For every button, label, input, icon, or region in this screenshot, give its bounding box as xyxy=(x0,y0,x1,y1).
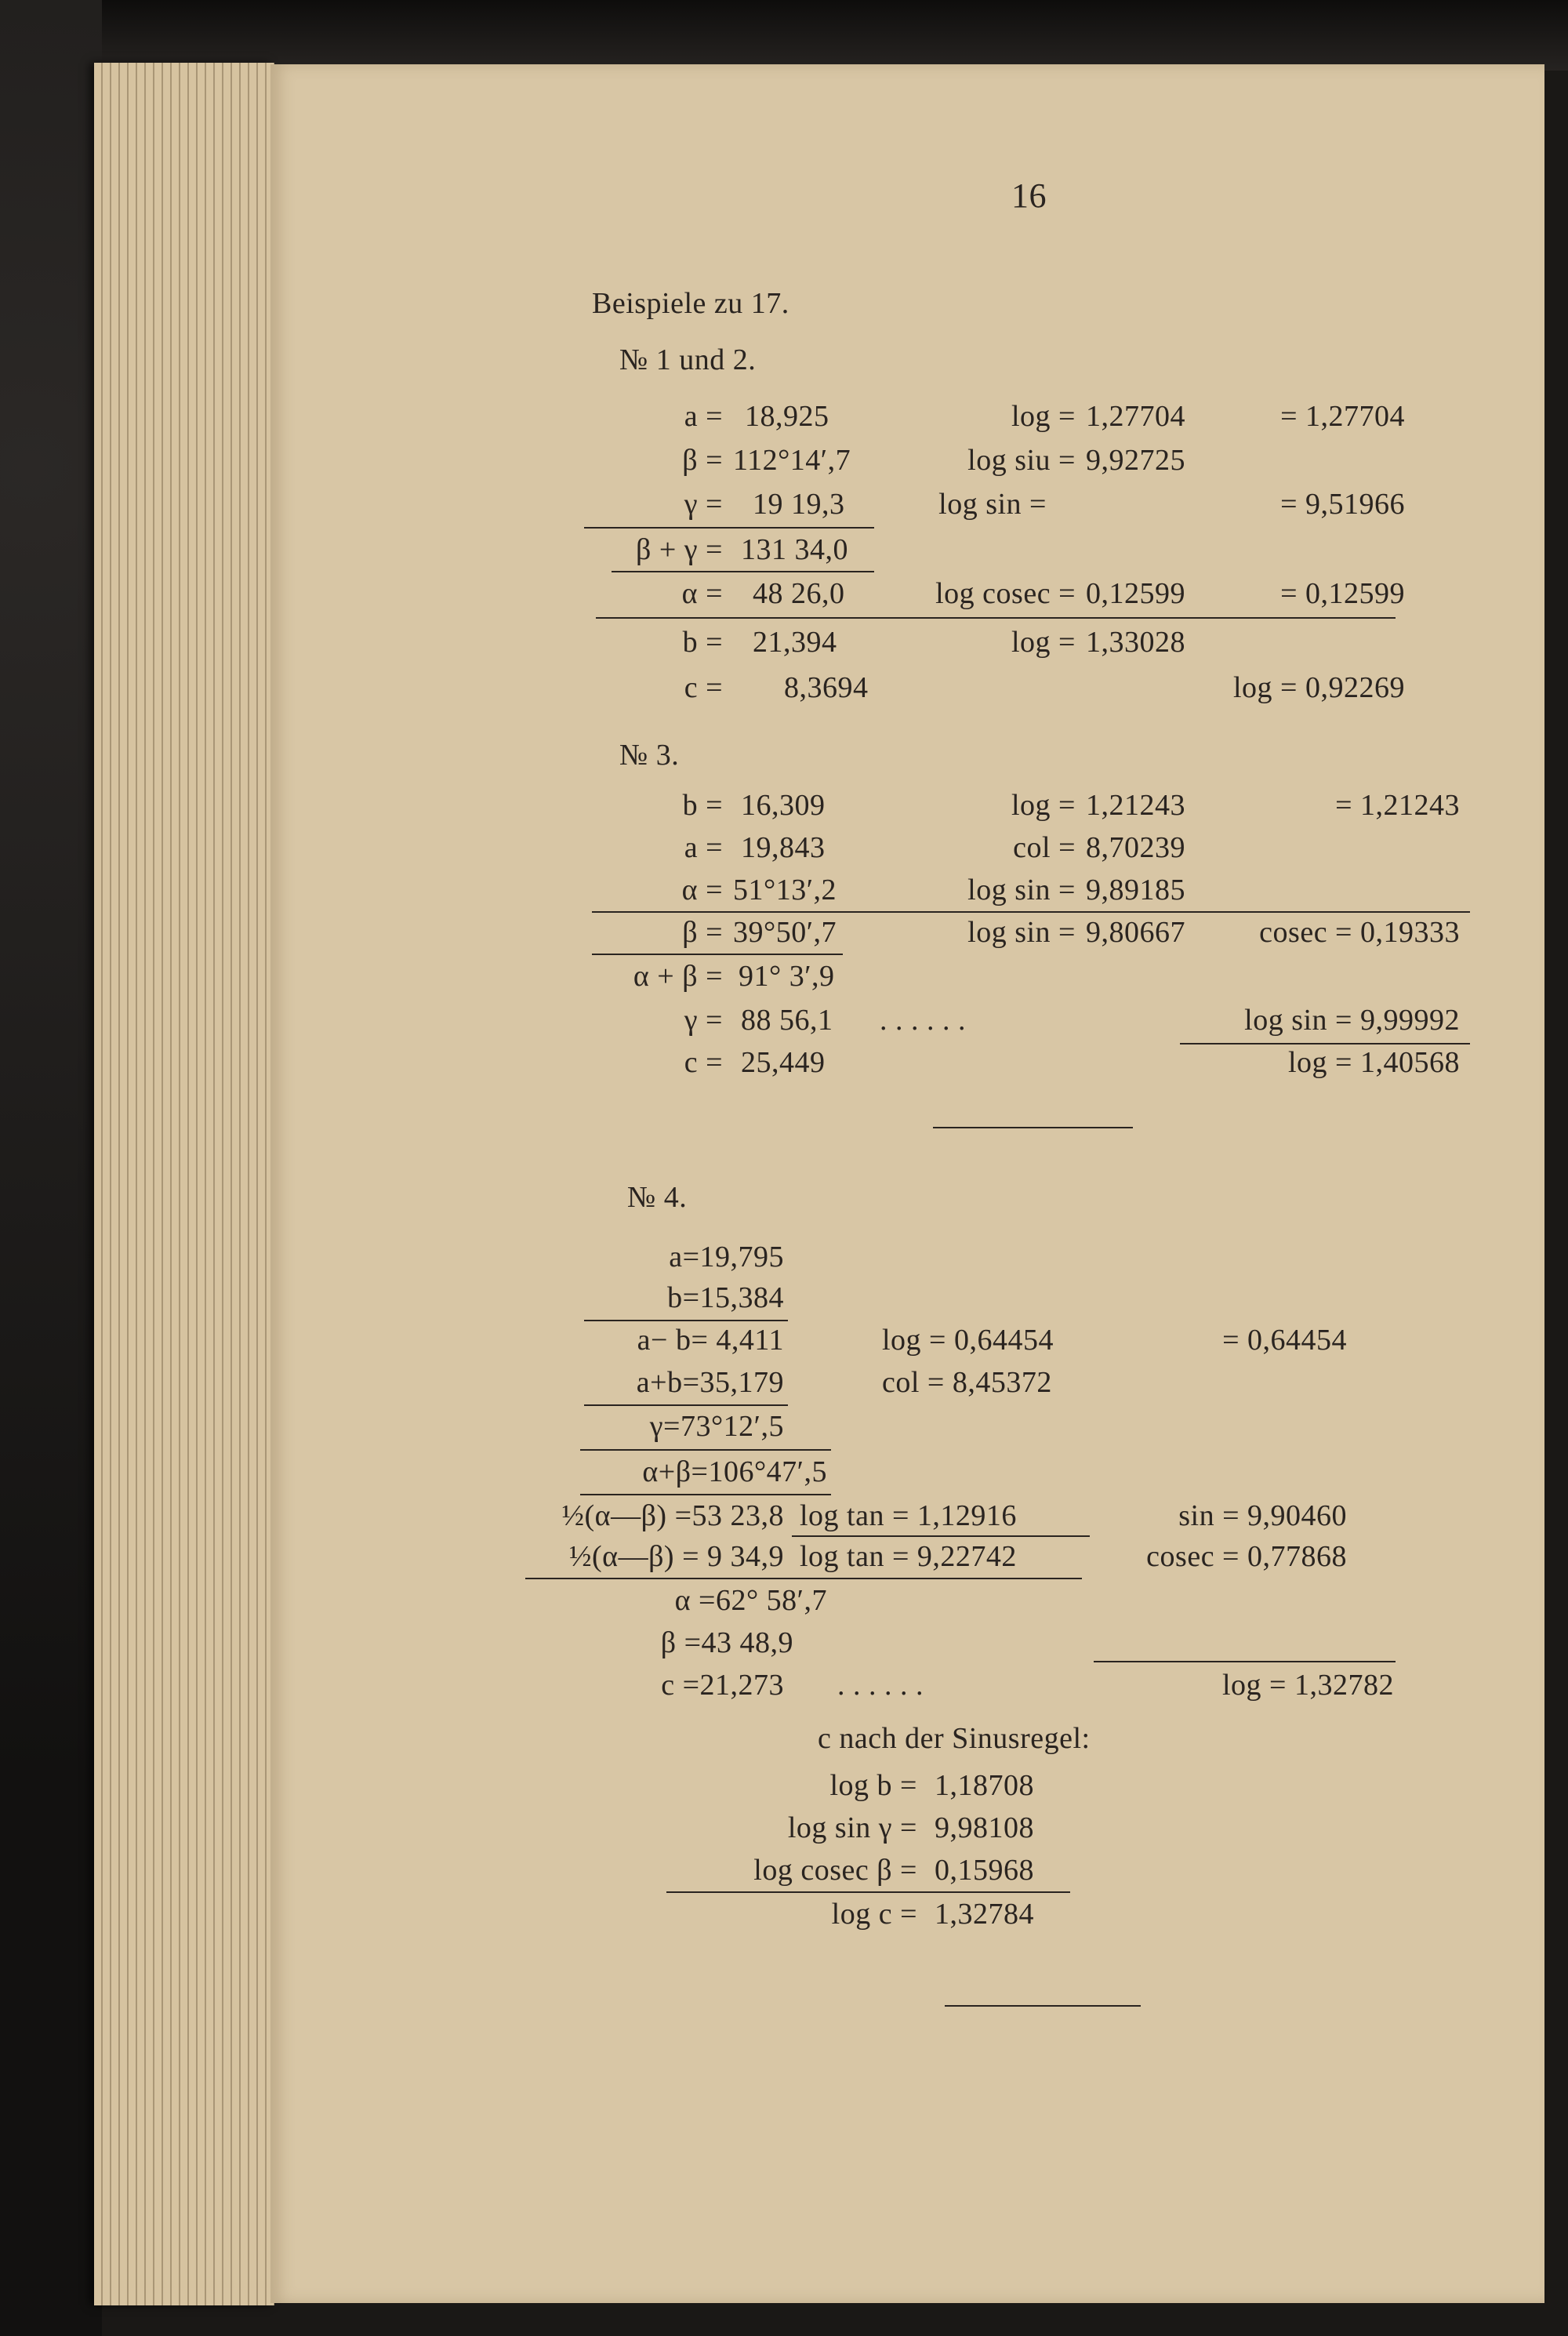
ex12-row7-lhs: c = xyxy=(684,671,723,704)
ex3-row3-value: 51°13′,2 xyxy=(733,874,837,906)
page-number: 16 xyxy=(1011,176,1047,215)
ex3-rule-1 xyxy=(592,911,1470,913)
ex3-row7-lhs: c = xyxy=(684,1046,723,1079)
ex4-rule-1 xyxy=(584,1320,788,1321)
ex4-row8-lhs: ½(α—β) = 9 34,9 xyxy=(569,1540,784,1573)
ex4-row4-lhs: a+b=35,179 xyxy=(636,1366,784,1399)
ex4-row3-result: = 0,64454 xyxy=(1222,1324,1347,1357)
sine-rule-row4-label: log c = xyxy=(831,1898,917,1931)
ex12-row2-lhs: β = xyxy=(682,444,723,477)
ex3-row7-result: log = 1,40568 xyxy=(1288,1046,1460,1079)
ex12-rule-3 xyxy=(596,617,1396,619)
ex4-row7-lhs: ½(α—β) =53 23,8 xyxy=(561,1499,784,1532)
ex12-row6-log-label: log = xyxy=(1011,626,1076,659)
ex12-rule-1 xyxy=(584,527,874,529)
sine-rule-row3-label: log cosec β = xyxy=(753,1854,917,1887)
ex3-row3-lhs: α = xyxy=(681,874,723,906)
sine-rule-row2-value: 9,98108 xyxy=(935,1811,1034,1844)
ex12-row1-lhs: a = xyxy=(684,400,723,433)
ex12-row4-value: 131 34,0 xyxy=(741,533,848,566)
ex12-row5-result: = 0,12599 xyxy=(1280,577,1405,610)
ex3-row1-result: = 1,21243 xyxy=(1335,789,1460,822)
ex4-rule-7 xyxy=(1094,1661,1396,1662)
ex3-rule-3 xyxy=(1180,1043,1470,1044)
section-divider-1 xyxy=(933,1127,1133,1128)
ex12-row5-log-label: log cosec = xyxy=(935,577,1076,610)
ex4-row5: γ=73°12′,5 xyxy=(649,1410,784,1443)
ex12-row3-value: 19 19,3 xyxy=(753,488,845,521)
sine-rule-row1-label: log b = xyxy=(829,1769,917,1802)
ex4-row11-dots: . . . . . . xyxy=(837,1669,924,1702)
ex3-row4-lhs: β = xyxy=(682,916,723,949)
ex12-row3-lhs: γ = xyxy=(684,488,723,521)
scan-background-left xyxy=(0,0,102,2336)
ex3-row6-result: log sin = 9,99992 xyxy=(1244,1004,1460,1037)
ex12-row2-log-value: 9,92725 xyxy=(1086,444,1185,477)
ex12-row6-lhs: b = xyxy=(682,626,723,659)
ex4-rule-3 xyxy=(580,1449,831,1451)
ex3-row7-value: 25,449 xyxy=(741,1046,826,1079)
ex3-row3-log-label: log sin = xyxy=(967,874,1076,906)
ex4-row1: a=19,795 xyxy=(669,1241,784,1273)
sine-rule-row2-label: log sin γ = xyxy=(787,1811,917,1844)
sine-rule-row3-value: 0,15968 xyxy=(935,1854,1034,1887)
ex4-row3-lhs: a− b= 4,411 xyxy=(637,1324,784,1357)
ex4-row8-result: cosec = 0,77868 xyxy=(1146,1540,1347,1573)
ex3-row2-lhs: a = xyxy=(684,831,723,864)
example-4-label: № 4. xyxy=(627,1181,688,1214)
sine-rule-sum-rule xyxy=(666,1891,1070,1893)
ex3-row6-lhs: γ = xyxy=(684,1004,723,1037)
ex3-row2-log-value: 8,70239 xyxy=(1086,831,1185,864)
section-divider-2 xyxy=(945,2005,1141,2007)
ex3-row5-value: 91° 3′,9 xyxy=(739,960,835,993)
ex12-row5-log-value: 0,12599 xyxy=(1086,577,1185,610)
ex3-row1-log-label: log = xyxy=(1011,789,1076,822)
sine-rule-row4-value: 1,32784 xyxy=(935,1898,1034,1931)
ex4-row11-result: log = 1,32782 xyxy=(1222,1669,1394,1702)
stacked-page-edges xyxy=(94,63,274,2305)
ex4-row11-lhs: c =21,273 xyxy=(661,1669,784,1702)
ex12-row6-value: 21,394 xyxy=(753,626,837,659)
ex3-rule-2 xyxy=(592,954,843,955)
ex3-row3-log-value: 9,89185 xyxy=(1086,874,1185,906)
ex4-row10: β =43 48,9 xyxy=(660,1626,793,1659)
ex4-row8-log: log tan = 9,22742 xyxy=(800,1540,1017,1573)
ex12-row4-lhs: β + γ = xyxy=(636,533,723,566)
ex4-row3-log: log = 0,64454 xyxy=(882,1324,1054,1357)
ex12-row7-result: log = 0,92269 xyxy=(1233,671,1405,704)
ex4-row7-result: sin = 9,90460 xyxy=(1178,1499,1347,1532)
ex4-row6: α+β=106°47′,5 xyxy=(642,1455,827,1488)
ex12-row5-value: 48 26,0 xyxy=(753,577,845,610)
ex4-row9: α =62° 58′,7 xyxy=(674,1584,827,1617)
ex4-rule-6 xyxy=(525,1578,1082,1579)
example-1-2-label: № 1 und 2. xyxy=(619,343,757,376)
ex4-rule-5 xyxy=(792,1535,1090,1537)
example-3-label: № 3. xyxy=(619,739,680,772)
ex12-row3-result: = 9,51966 xyxy=(1280,488,1405,521)
ex3-row5-lhs: α + β = xyxy=(633,960,723,993)
heading: Beispiele zu 17. xyxy=(592,287,789,320)
ex12-row3-log-label: log sin = xyxy=(938,488,1047,521)
ex4-row7-log: log tan = 1,12916 xyxy=(800,1499,1017,1532)
ex12-rule-2 xyxy=(612,571,874,572)
ex12-row1-log-value: 1,27704 xyxy=(1086,400,1185,433)
ex3-row1-log-value: 1,21243 xyxy=(1086,789,1185,822)
ex3-row2-log-label: col = xyxy=(1013,831,1076,864)
ex12-row1-value: 18,925 xyxy=(745,400,829,433)
ex4-row2: b=15,384 xyxy=(667,1281,784,1314)
ex12-row2-log-label: log siu = xyxy=(967,444,1076,477)
ex12-row5-lhs: α = xyxy=(681,577,723,610)
ex3-row6-value: 88 56,1 xyxy=(741,1004,833,1037)
scan-background-top xyxy=(0,0,1568,71)
ex4-rule-4 xyxy=(580,1494,831,1495)
ex12-row1-log-label: log = xyxy=(1011,400,1076,433)
sine-rule-row1-value: 1,18708 xyxy=(935,1769,1034,1802)
ex12-row2-value: 112°14′,7 xyxy=(733,444,851,477)
ex3-row4-result: cosec = 0,19333 xyxy=(1259,916,1460,949)
ex4-rule-2 xyxy=(584,1404,788,1406)
ex3-row1-value: 16,309 xyxy=(741,789,826,822)
ex3-row4-value: 39°50′,7 xyxy=(733,916,837,949)
ex3-row2-value: 19,843 xyxy=(741,831,826,864)
ex3-row4-log-label: log sin = xyxy=(967,916,1076,949)
ex12-row7-value: 8,3694 xyxy=(784,671,869,704)
ex12-row1-result: = 1,27704 xyxy=(1280,400,1405,433)
ex12-row6-log-value: 1,33028 xyxy=(1086,626,1185,659)
sine-rule-title: c nach der Sinusregel: xyxy=(818,1722,1091,1755)
ex3-row1-lhs: b = xyxy=(682,789,723,822)
ex3-row6-dots: . . . . . . xyxy=(880,1004,966,1037)
ex4-row4-log: col = 8,45372 xyxy=(882,1366,1052,1399)
ex3-row4-log-value: 9,80667 xyxy=(1086,916,1185,949)
